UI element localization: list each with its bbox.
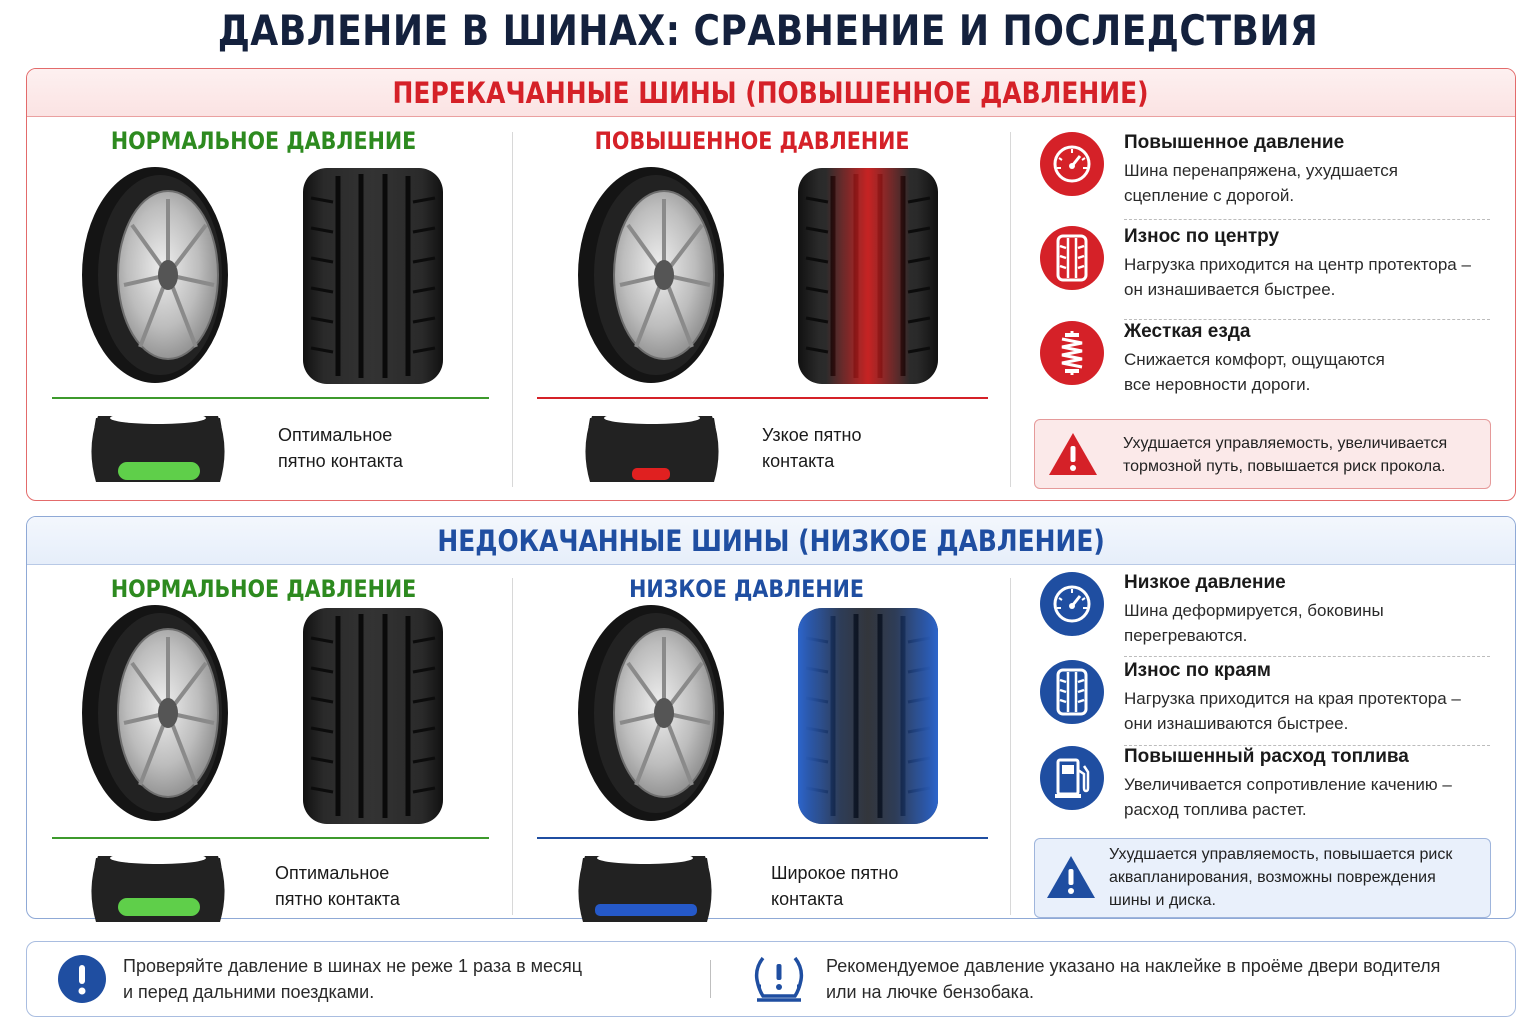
info-item-edge-wear	[1040, 660, 1490, 750]
info-text: Увеличивается сопротивление качению – расход топлива растет.	[1124, 775, 1452, 819]
info-item-harsh-ride	[1040, 321, 1490, 411]
high-pressure-title: ПОВЫШЕННОЕ ДАВЛЕНИЕ	[594, 127, 910, 155]
warning-icon	[1045, 853, 1097, 901]
gauge-icon	[1040, 132, 1104, 196]
tyre-tread-low-edge-wear	[798, 608, 944, 824]
divider	[512, 132, 513, 487]
tyre-side-high	[576, 165, 726, 385]
divider	[710, 960, 711, 998]
info-item-center-wear	[1040, 226, 1490, 316]
divider	[1010, 578, 1011, 915]
tyre-side-low	[576, 603, 726, 823]
warning-text: Ухудшается управляемость, повышается риск аквапланирования, возможны повреждения шины и диска.	[1109, 846, 1453, 909]
info-text: Нагрузка приходится на центр протектора – он изнашивается быстрее.	[1124, 255, 1471, 299]
info-text: Нагрузка приходится на края протектора – они изнашиваются быстрее.	[1124, 689, 1461, 733]
blue-underline	[537, 837, 988, 839]
info-exclamation-icon	[57, 954, 107, 1004]
contact-label-normal: Оптимальное пятно контакта	[278, 425, 403, 471]
normal-pressure-title: НОРМАЛЬНОЕ ДАВЛЕНИЕ	[111, 127, 417, 155]
dashed-divider	[1124, 219, 1490, 220]
info-title: Повышенный расход топлива	[1124, 746, 1409, 767]
info-title: Повышенное давление	[1124, 132, 1345, 153]
info-item-fuel-consumption	[1040, 746, 1490, 836]
dashed-divider	[1124, 656, 1490, 657]
contact-label-narrow: Узкое пятно контакта	[762, 425, 862, 471]
info-title: Низкое давление	[1124, 572, 1286, 593]
warning-icon	[1047, 430, 1099, 478]
underinflated-heading: НЕДОКАЧАННЫЕ ШИНЫ (НИЗКОЕ ДАВЛЕНИЕ)	[27, 517, 1515, 565]
info-title: Износ по краям	[1124, 660, 1271, 681]
green-underline	[52, 837, 489, 839]
tread-edge-wear-icon	[1040, 660, 1104, 724]
footer-tips	[26, 941, 1516, 1017]
info-title: Износ по центру	[1124, 226, 1280, 247]
contact-patch-normal	[88, 408, 230, 488]
green-underline	[52, 397, 489, 399]
info-item-high-pressure	[1040, 132, 1490, 222]
info-title: Жесткая езда	[1124, 321, 1251, 342]
overinflated-heading: ПЕРЕКАЧАННЫЕ ШИНЫ (ПОВЫШЕННОЕ ДАВЛЕНИЕ)	[27, 69, 1515, 117]
contact-patch-narrow	[582, 408, 724, 488]
tread-center-wear-icon	[1040, 226, 1104, 290]
info-text: Шина перенапряжена, ухудшается сцепление с дорогой.	[1124, 161, 1398, 205]
divider	[512, 578, 513, 915]
contact-label-normal: Оптимальное пятно контакта	[275, 863, 400, 909]
footer-recommend-text: Рекомендуемое давление указано на наклейке в проёме двери водителя или на лючке бензобака.	[826, 956, 1441, 1002]
info-text: Шина деформируется, боковины перегреваются.	[1124, 601, 1384, 645]
low-pressure-title: НИЗКОЕ ДАВЛЕНИЕ	[629, 575, 865, 603]
tyre-side-normal	[80, 165, 230, 385]
dashed-divider	[1124, 319, 1490, 320]
contact-patch-wide	[575, 848, 717, 928]
info-item-low-pressure	[1040, 572, 1490, 662]
suspension-spring-icon	[1040, 321, 1104, 385]
fuel-pump-icon	[1040, 746, 1104, 810]
tyre-tread-normal	[303, 608, 443, 824]
tyre-tread-high-center-wear	[798, 168, 938, 384]
info-text: Снижается комфорт, ощущаются все неровности дороги.	[1124, 350, 1385, 394]
tpms-icon	[749, 950, 809, 1006]
tyre-side-normal	[80, 603, 230, 823]
divider	[1010, 132, 1011, 487]
red-underline	[537, 397, 988, 399]
page-title: ДАВЛЕНИЕ В ШИНАХ: СРАВНЕНИЕ И ПОСЛЕДСТВИЯ	[217, 6, 1319, 55]
overinflated-warning	[1034, 419, 1491, 489]
contact-label-wide: Широкое пятно контакта	[771, 863, 899, 909]
footer-check-text: Проверяйте давление в шинах не реже 1 раза в месяц и перед дальними поездками.	[123, 956, 583, 1002]
gauge-icon	[1040, 572, 1104, 636]
warning-text: Ухудшается управляемость, увеличивается тормозной путь, повышается риск прокола.	[1123, 435, 1448, 475]
contact-patch-normal	[88, 848, 230, 928]
underinflated-warning	[1034, 838, 1491, 918]
tyre-tread-normal	[303, 168, 443, 384]
normal-pressure-title: НОРМАЛЬНОЕ ДАВЛЕНИЕ	[111, 575, 417, 603]
